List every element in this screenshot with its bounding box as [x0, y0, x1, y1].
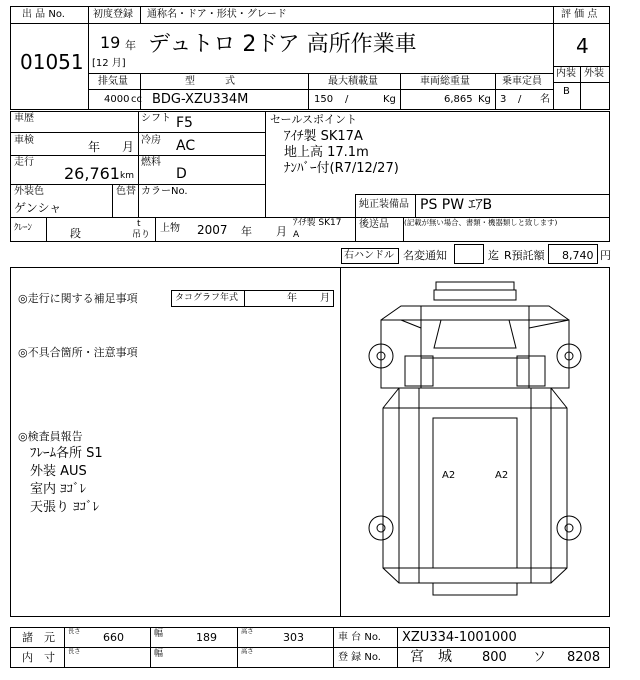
- defect-remarks-label: ◎不具合箇所・注意事項: [18, 346, 138, 359]
- displacement-value: 4000: [104, 94, 130, 105]
- equipment-label: 純正装備品: [359, 199, 409, 210]
- registration-area: 宮 城: [410, 649, 452, 665]
- crane-lift-label: 吊り: [132, 230, 151, 240]
- until-label: 迄: [488, 249, 499, 262]
- divider: [553, 6, 554, 110]
- sales-point-line: 地上高 17.1m: [284, 145, 369, 160]
- equipment-value: PS PW ｴｱB: [420, 197, 493, 213]
- crane-stage: 段: [70, 227, 81, 240]
- crane-label: ｸﾚｰﾝ: [14, 223, 33, 233]
- tacho-month: 月: [320, 293, 330, 304]
- color-value: ゲンシャ: [14, 201, 62, 215]
- tacho-year: 年: [287, 293, 297, 304]
- divider: [88, 89, 553, 90]
- divider: [88, 6, 89, 110]
- fuel-value: D: [176, 166, 187, 182]
- damage-mark-left: A2: [442, 470, 456, 481]
- inspection-month: 月: [122, 140, 135, 154]
- divider: [308, 73, 309, 110]
- length-label-inner: 長さ: [68, 648, 81, 656]
- width-label-inner: 幅: [154, 649, 164, 659]
- first-reg-year: 19: [100, 33, 121, 52]
- driving-remarks-label: ◎走行に関する補足事項: [18, 292, 138, 305]
- gross-weight-value: 6,865: [444, 94, 473, 105]
- divider: [138, 111, 139, 217]
- divider: [64, 627, 65, 668]
- ac-label: 冷房: [141, 135, 161, 146]
- length-value: 660: [103, 631, 124, 644]
- inner-dims-label: 内 寸: [22, 651, 55, 664]
- inspection-label: 車検: [14, 135, 34, 146]
- divider: [10, 132, 265, 133]
- capacity-value: 3: [500, 94, 507, 105]
- lot-label: 出 品 No.: [22, 9, 65, 20]
- divider: [333, 627, 334, 668]
- inspector-line: 天張り ﾖｺﾞﾚ: [30, 500, 100, 515]
- divider: [553, 23, 610, 24]
- height-label: 高さ: [241, 628, 254, 636]
- recycle-value: 8,740: [562, 249, 594, 262]
- history-label: 車歴: [14, 113, 34, 124]
- divider: [150, 627, 151, 668]
- divider: [112, 184, 113, 217]
- height-value: 303: [283, 631, 304, 644]
- mileage-label: 走行: [14, 157, 34, 168]
- length-label: 長さ: [68, 628, 81, 636]
- divider: [46, 217, 47, 242]
- fuel-label: 燃料: [141, 157, 161, 168]
- recycle-unit: 円: [600, 249, 611, 262]
- capacity-unit: 名: [540, 94, 550, 105]
- gross-weight-label: 車両総重量: [420, 76, 470, 87]
- name-change-label: 名変通知: [403, 249, 447, 262]
- color-change-label: 色替: [116, 186, 136, 197]
- first-reg-label: 初度登録: [93, 9, 133, 20]
- divider: [155, 217, 156, 242]
- width-value: 189: [196, 631, 217, 644]
- divider: [397, 627, 398, 668]
- divider: [10, 647, 610, 648]
- model-label: 型 式: [185, 76, 235, 87]
- tacho-label: タコグラフ年式: [175, 293, 239, 303]
- capacity-slash: /: [518, 94, 522, 105]
- height-label-inner: 高さ: [241, 648, 254, 656]
- divider: [355, 194, 356, 242]
- inspection-year: 年: [88, 140, 101, 154]
- inspector-line: ﾌﾚｰﾑ各所 S1: [30, 446, 103, 461]
- sales-point-line: ｱｲﾁ製 SK17A: [284, 129, 363, 144]
- chassis-value: XZU334-1001000: [402, 630, 517, 645]
- divider: [415, 194, 416, 217]
- divider: [495, 73, 496, 110]
- divider: [553, 82, 610, 83]
- aftermarket-label: 後送品: [359, 219, 389, 230]
- displacement-label: 排気量: [98, 76, 128, 87]
- crane-lift-t: t: [137, 219, 141, 229]
- max-load-unit: Kg: [383, 94, 396, 105]
- mileage-unit: km: [120, 171, 134, 181]
- sales-point-label: セールスポイント: [270, 113, 358, 126]
- shift-value: F5: [176, 115, 193, 131]
- max-load-slash: /: [345, 94, 349, 105]
- interior-grade-value: B: [563, 86, 570, 97]
- divider: [10, 184, 265, 185]
- aftermarket-note: (記載が無い場合、書類・機器類しと致します): [404, 219, 558, 228]
- exterior-grade-label: 外装: [584, 68, 604, 79]
- divider: [580, 66, 581, 110]
- divider: [400, 73, 401, 110]
- first-reg-month: [12 月]: [92, 58, 126, 69]
- divider: [244, 290, 245, 307]
- upper-month: 月: [276, 225, 287, 238]
- name-change-box: [454, 244, 484, 264]
- first-reg-year-unit: 年: [125, 39, 136, 52]
- upper-body-label: 上物: [160, 223, 180, 234]
- car-title: デュトロ 2ドア 高所作業車: [148, 32, 417, 57]
- interior-grade-label: 内装: [556, 68, 576, 79]
- mileage-value: 26,761: [64, 164, 120, 183]
- grade-label: 評 価 点: [561, 9, 598, 20]
- upper-year: 2007: [197, 223, 228, 237]
- upper-a: A: [293, 230, 300, 240]
- divider: [355, 194, 610, 195]
- lot-number: 01051: [20, 50, 84, 74]
- color-label: 外装色: [14, 186, 44, 197]
- model-value: BDG-XZU334M: [152, 92, 249, 107]
- grade-value: 4: [576, 34, 589, 58]
- max-load-label: 最大積載量: [328, 76, 378, 87]
- registration-label: 登 録 No.: [338, 652, 381, 663]
- capacity-label: 乗車定員: [502, 76, 542, 87]
- title-label: 通称名・ドア・形状・グレード: [147, 9, 287, 20]
- damage-mark-right: A2: [495, 470, 509, 481]
- upper-model-small: ｱｲﾁ製 SK17: [293, 218, 342, 228]
- divider: [553, 66, 610, 67]
- rhd-label: 右ハンドル: [344, 250, 394, 261]
- width-label: 幅: [154, 629, 164, 639]
- shift-label: シフト: [141, 113, 171, 124]
- displacement-unit: cc: [131, 94, 142, 105]
- upper-year-unit: 年: [241, 225, 252, 238]
- inspector-report-label: ◎検査員報告: [18, 430, 83, 443]
- inspector-line: 外装 AUS: [30, 464, 87, 479]
- registration-class: 800: [482, 650, 507, 665]
- color-code-label: カラーNo.: [141, 186, 188, 197]
- divider: [10, 23, 610, 24]
- gross-weight-unit: Kg: [478, 94, 491, 105]
- dims-label: 諸 元: [22, 631, 55, 644]
- registration-kana: ソ: [533, 650, 547, 665]
- recycle-label: R預託額: [504, 249, 545, 262]
- chassis-label: 車 台 No.: [338, 632, 381, 643]
- divider: [10, 155, 265, 156]
- divider: [140, 6, 141, 23]
- ac-value: AC: [176, 138, 196, 154]
- inspector-line: 室内 ﾖｺﾞﾚ: [30, 482, 87, 497]
- divider: [237, 627, 238, 668]
- divider: [88, 73, 553, 74]
- truck-diagram: [341, 268, 609, 616]
- registration-number: 8208: [567, 650, 601, 665]
- sales-point-line: ﾅﾝﾊﾞｰ付(R7/12/27): [284, 161, 399, 176]
- max-load-value: 150: [314, 94, 334, 105]
- divider: [265, 111, 266, 217]
